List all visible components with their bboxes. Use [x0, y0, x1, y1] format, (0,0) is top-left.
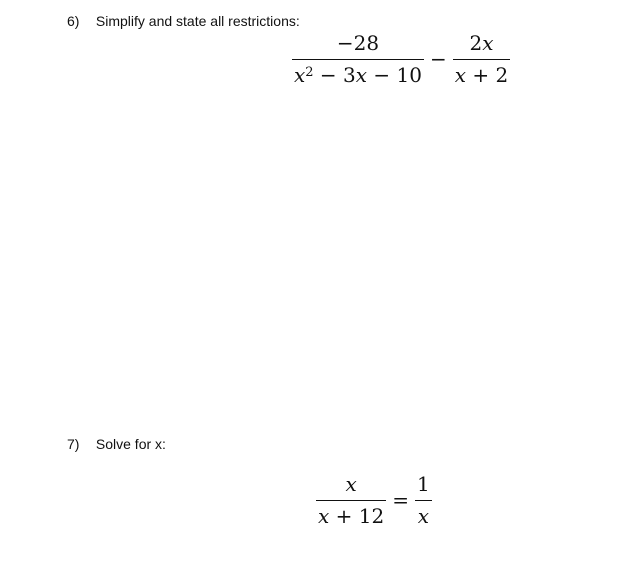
fraction-right — [415, 471, 432, 529]
denominator: $x^2 - 3x - 10$ — [294, 63, 422, 87]
fraction-right — [453, 30, 510, 88]
question-text: Solve for x: — [95, 436, 166, 452]
minus-operator: − — [429, 47, 447, 71]
fraction-left — [316, 471, 386, 529]
question-text: Simplify and state all restrictions: — [95, 13, 300, 29]
question-number: 7) — [67, 436, 80, 452]
rational-equation-7 — [316, 471, 432, 529]
denominator: x — [417, 504, 429, 528]
equals-operator: = — [392, 488, 409, 512]
question-6-prompt — [67, 13, 300, 29]
question-7-prompt — [67, 436, 166, 452]
denominator: x + 2 — [454, 63, 509, 87]
question-number: 6) — [67, 13, 80, 29]
numerator: 1 — [416, 472, 430, 496]
fraction-left — [292, 30, 424, 88]
numerator: −28 — [336, 31, 380, 55]
rational-expression-6 — [292, 30, 510, 88]
numerator: 2x — [469, 31, 494, 55]
denominator: x + 12 — [318, 504, 385, 528]
numerator: x — [345, 472, 357, 496]
